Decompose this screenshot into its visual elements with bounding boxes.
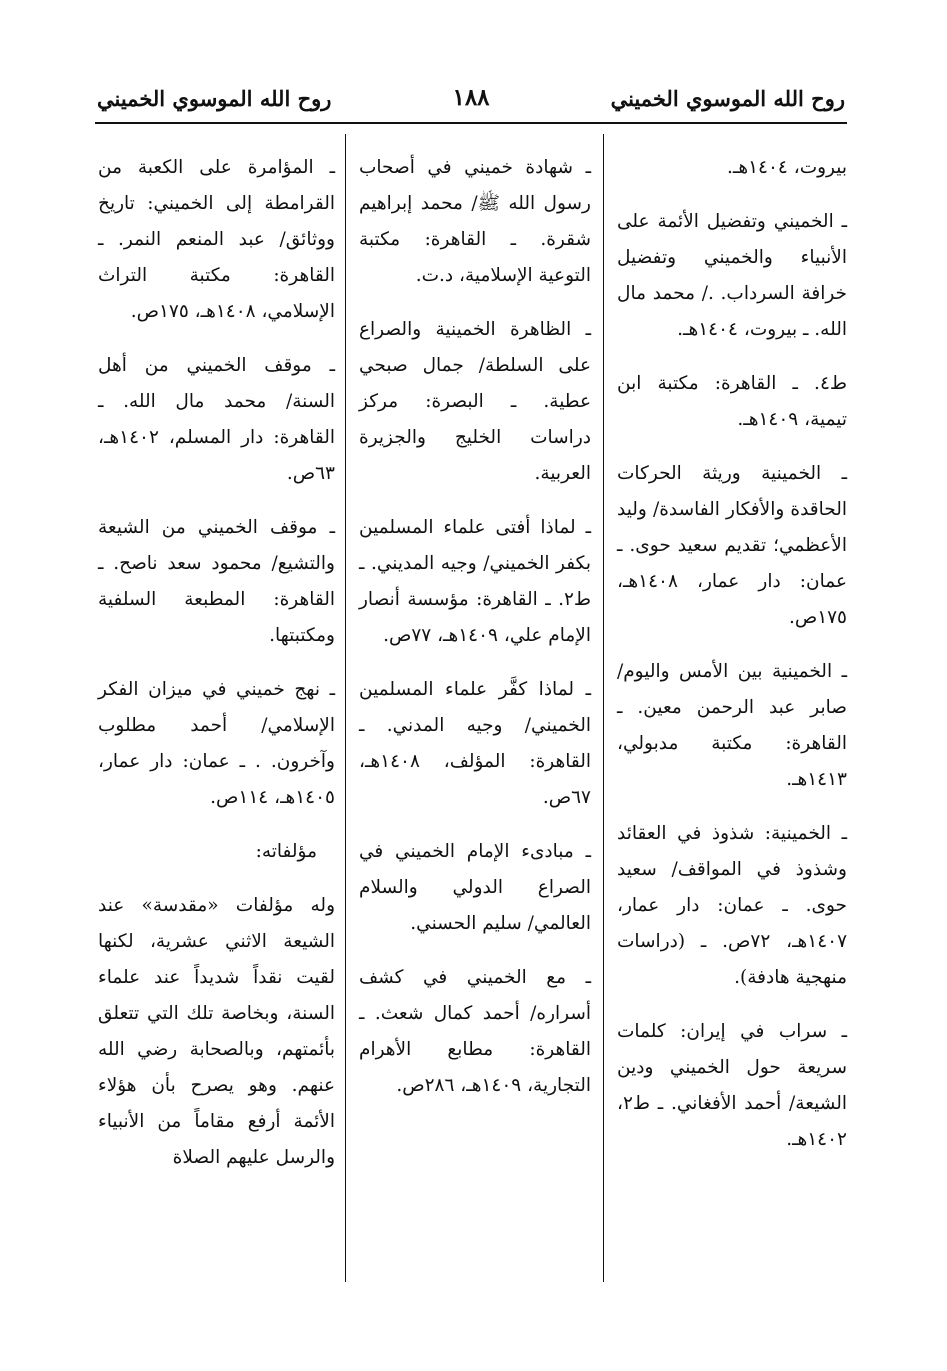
running-title-left: روح الله الموسوي الخميني <box>97 86 332 111</box>
bibliography-entry: بيروت، ١٤٠٤هـ. <box>727 157 847 178</box>
bibliography-entry: ـ الخميني وتفضيل الأئمة على الأنبياء والخميني وتفضيل خرافة السرداب. ./ محمد مال الله. ـ بيروت، ١٤٠٤هـ. <box>617 211 847 340</box>
column-divider-right <box>603 134 604 1282</box>
bibliography-entry: ـ الظاهرة الخمينية والصراع على السلطة/ جمال صبحي عطية. ـ البصرة: مركز دراسات الخليج والجزيرة العربية. <box>359 319 591 484</box>
column-left <box>98 150 335 1176</box>
page-header <box>95 78 847 124</box>
column-middle <box>359 150 591 1122</box>
bibliography-entry: ـ موقف الخميني من أهل السنة/ محمد مال الله. ـ القاهرة: دار المسلم، ١٤٠٢هـ، ٦٣ص. <box>98 355 335 484</box>
running-title-right: روح الله الموسوي الخميني <box>610 86 845 111</box>
bibliography-entry: ط٤. ـ القاهرة: مكتبة ابن تيمية، ١٤٠٩هـ. <box>617 373 847 430</box>
bibliography-entry: ـ شهادة خميني في أصحاب رسول الله ﷺ/ محمد إبراهيم شقرة. ـ القاهرة: مكتبة التوعية الإسلامية، د.ت. <box>359 157 591 286</box>
bibliography-entry: ـ موقف الخميني من الشيعة والتشيع/ محمود سعد ناصح. ـ القاهرة: المطبعة السلفية ومكتبتها. <box>98 517 335 646</box>
body-paragraph: وله مؤلفات «مقدسة» عند الشيعة الاثني عشرية، لكنها لقيت نقداً شديداً عند علماء السنة، وبخاصة تلك التي تتعلق بأئمتهم، وبالصحابة رضي الله عنهم. وهو يصرح بأن هؤلاء الأئمة أرفع مقاماً من الأنبياء والرسل عليهم الصلاة <box>98 895 335 1168</box>
bibliography-entry: ـ مع الخميني في كشف أسراره/ أحمد كمال شعث. ـ القاهرة: مطابع الأهرام التجارية، ١٤٠٩هـ، ٢٨٦ص. <box>359 967 591 1096</box>
bibliography-entry: ـ نهج خميني في ميزان الفكر الإسلامي/ أحمد مطلوب وآخرون. . ـ عمان: دار عمار، ١٤٠٥هـ، ١١٤ص. <box>98 679 335 808</box>
column-right <box>617 150 847 1176</box>
bibliography-entry: ـ المؤامرة على الكعبة من القرامطة إلى الخميني: تاريخ ووثائق/ عبد المنعم النمر. ـ القاهرة: مكتبة التراث الإسلامي، ١٤٠٨هـ، ١٧٥ص. <box>98 157 335 322</box>
bibliography-entry: ـ مبادىء الإمام الخميني في الصراع الدولي والسلام العالمي/ سليم الحسني. <box>359 841 591 934</box>
section-heading: مؤلفاته: <box>255 841 317 862</box>
bibliography-entry: ـ لماذا أفتى علماء المسلمين بكفر الخميني/ وجيه المديني. ـ ط٢. ـ القاهرة: مؤسسة أنصار الإمام علي، ١٤٠٩هـ، ٧٧ص. <box>359 517 591 646</box>
page-number: ١٨٨ <box>452 84 490 111</box>
column-divider-left <box>345 134 346 1282</box>
bibliography-entry: ـ الخمينية بين الأمس واليوم/ صابر عبد الرحمن معين. ـ القاهرة: مكتبة مدبولي، ١٤١٣هـ. <box>617 661 847 790</box>
bibliography-entry: ـ الخمينية: شذوذ في العقائد وشذوذ في المواقف/ سعيد حوى. ـ عمان: دار عمار، ١٤٠٧هـ، ٧٢ص. ـ (دراسات منهجية هادفة). <box>617 823 848 988</box>
bibliography-entry: ـ سراب في إيران: كلمات سريعة حول الخميني ودين الشيعة/ أحمد الأفغاني. ـ ط٢، ١٤٠٢هـ. <box>617 1021 847 1150</box>
bibliography-entry: ـ لماذا كفَّر علماء المسلمين الخميني/ وجيه المدني. ـ القاهرة: المؤلف، ١٤٠٨هـ، ٦٧ص. <box>359 679 591 808</box>
bibliography-entry: ـ الخمينية وريثة الحركات الحاقدة والأفكار الفاسدة/ وليد الأعظمي؛ تقديم سعيد حوى. ـ عمان: دار عمار، ١٤٠٨هـ، ١٧٥ص. <box>617 463 847 628</box>
